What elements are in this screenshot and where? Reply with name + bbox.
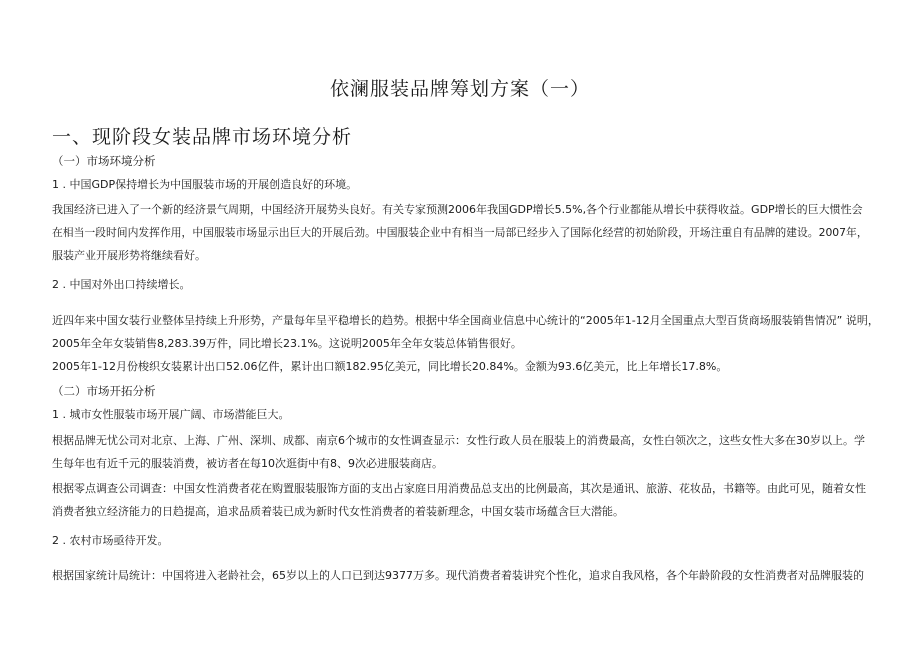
section-heading-1: 一、现阶段女装品牌市场环境分析	[52, 126, 353, 148]
paragraph-3-line-2: 生每年也有近千元的服装消费，被访者在每10次逛街中有8、9次必进服装商店。	[52, 457, 443, 470]
paragraph-3-line-1: 根据品牌无忧公司对北京、上海、广州、深圳、成都、南京6个城市的女性调查显示：女性行政人员在服装上的消费最高，女性白领次之，这些女性大多在30岁以上。学	[52, 434, 865, 447]
paragraph-1-line-2: 在相当一段时间内发挥作用，中国服装市场显示出巨大的开展后劲。中国服装企业中有相当一局部已经步入了国际化经营的初始阶段，开场注重自有品牌的建设。2007年，	[52, 226, 868, 239]
paragraph-2-line-1: 近四年来中国女装行业整体呈持续上升形势，产量每年呈平稳增长的趋势。根据中华全国商业信息中心统计的“2005年1-12月全国重点大型百货商场服装销售情况” 说明，	[52, 314, 879, 327]
subsection-heading-2: （二）市场开拓分析	[52, 384, 156, 398]
paragraph-3-line-3: 根据零点调查公司调查：中国女性消费者花在购置服装服饰方面的支出占家庭日用消费品总支出的比例最高，其次是通讯、旅游、花妆品，书籍等。由此可见，随着女性	[52, 482, 866, 495]
numbered-point-1: 1 . 中国GDP保持增长为中国服装市场的开展创造良好的环境。	[52, 178, 358, 191]
paragraph-4-line-1: 根据国家统计局统计：中国将进入老龄社会，65岁以上的人口已到达9377万多。现代消费者着装讲究个性化，追求自我风格，各个年龄阶段的女性消费者对品牌服装的	[52, 569, 864, 582]
document-title: 依澜服装品牌筹划方案（一）	[329, 78, 590, 100]
paragraph-2-line-3: 2005年1-12月份梭织女装累计出口52.06亿件，累计出口额182.95亿美元，同比增长20.84%。金额为93.6亿美元，比上年增长17.8%。	[52, 360, 728, 373]
numbered-point-4: 2 . 农村市场亟待开发。	[52, 534, 169, 547]
numbered-point-3: 1 . 城市女性服装市场开展广阔、市场潜能巨大。	[52, 408, 290, 421]
paragraph-2-line-2: 2005年全年女装销售8,283.39万件，同比增长23.1%。这说明2005年全年女装总体销售很好。	[52, 337, 522, 350]
paragraph-1-line-3: 服装产业开展形势将继续看好。	[52, 249, 206, 262]
numbered-point-2: 2 . 中国对外出口持续增长。	[52, 278, 191, 291]
paragraph-3-line-4: 消费者独立经济能力的日趋提高，追求品质着装已成为新时代女性消费者的着装新理念，中国女装市场蕴含巨大潜能。	[52, 505, 624, 518]
paragraph-1-line-1: 我国经济已进入了一个新的经济景气周期，中国经济开展势头良好。有关专家预测2006年我国GDP增长5.5%,各个行业都能从增长中获得收益。GDP增长的巨大惯性会	[52, 203, 863, 216]
subsection-heading-1: （一）市场环境分析	[52, 154, 156, 168]
